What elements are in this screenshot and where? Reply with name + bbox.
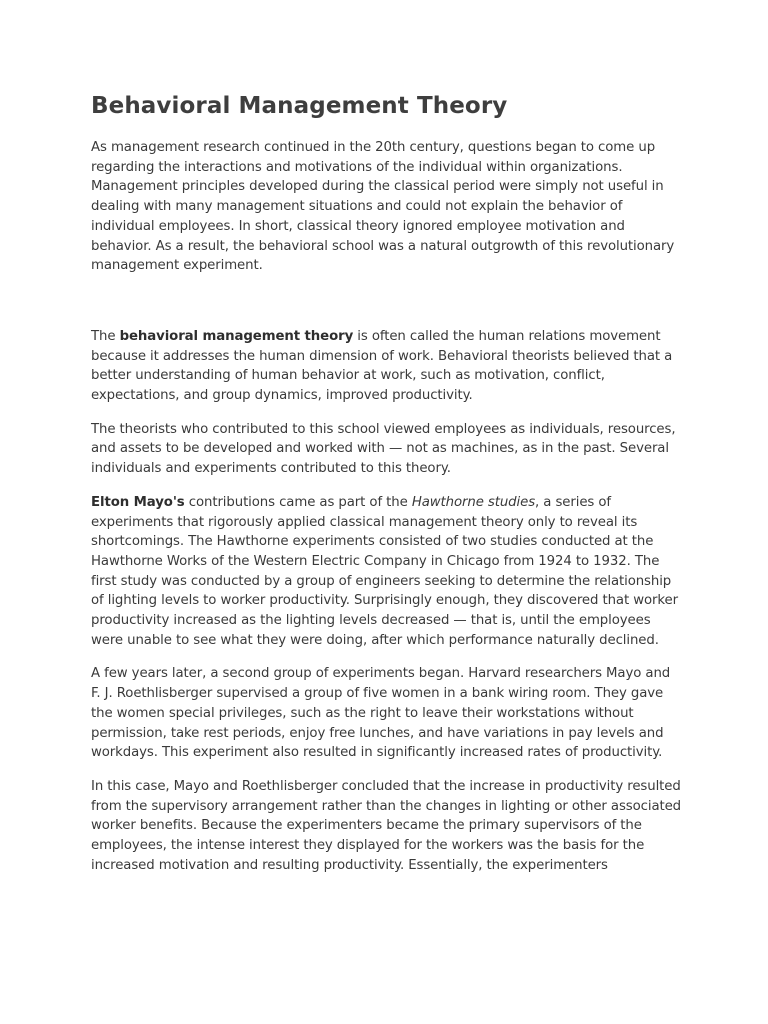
paragraph-lead-text: The (91, 328, 120, 344)
paragraph-elton-mayo (91, 493, 683, 651)
paragraph-theorists: The theorists who contributed to this school viewed employees as individuals, resources, and assets to be developed and worked with — not as machines, as in the past. Several individuals and experiments contributed to this theory. (91, 421, 676, 477)
bold-term-elton-mayo: Elton Mayo's (91, 494, 185, 510)
paragraph-mid-text: contributions came as part of the (184, 494, 412, 510)
bold-term-behavioral-management-theory: behavioral management theory (119, 328, 354, 344)
paragraph-intro: As management research continued in the 20th century, questions began to come up regarding the interactions and motivations of the individual within organizations. Management principles developed during the classical period were simply not useful in dealing with many management situations and could not explain the behavior of individual employees. In short, classical theory ignored employee motivation and behavior. As a result, the behavioral school was a natural outgrowth of this revolutionary management experiment. (91, 140, 675, 274)
paragraph-conclusion: In this case, Mayo and Roethlisberger concluded that the increase in productivity resulted from the supervisory arrangement rather than the changes in lighting or other associated worker benefits. Because the experimenters became the primary supervisors of the employees, the intense interest they displayed for the workers was the basis for the increased motivation and resulting productivity. Essentially, the experimenters (91, 778, 682, 873)
article-title: Behavioral Management Theory (91, 93, 508, 119)
paragraph-body-text: , a series of experiments that rigorously applied classical management theory only to reveal its shortcomings. The Hawthorne experiments consisted of two studies conducted at the Hawthorne Works of the Western Electric Company in Chicago from 1924 to 1932. The first study was conducted by a group of engineers seeking to determine the relationship of lighting levels to worker productivity. Surprisingly enough, they discovered that worker productivity increased as the lighting levels decreased — that is, until the employees were unable to see what they were doing, after which performance naturally declined. (91, 494, 678, 648)
paragraph-behavioral-theory (91, 327, 683, 406)
paragraph-body-text: is often called the human relations movement because it addresses the human dimension of work. Behavioral theorists believed that a better understanding of human behavior at work, such as motivation, conflict, expectations, and group dynamics, improved productivity. (91, 328, 673, 404)
italic-term-hawthorne-studies: Hawthorne studies (411, 494, 536, 510)
document-page (91, 86, 683, 876)
paragraph-second-experiments: A few years later, a second group of experiments began. Harvard researchers Mayo and F. J. Roethlisberger supervised a group of five women in a bank wiring room. They gave the women special privileges, such as the right to leave their workstations without permission, take rest periods, enjoy free lunches, and have variations in pay levels and workdays. This experiment also resulted in significantly increased rates of productivity. (91, 666, 671, 761)
